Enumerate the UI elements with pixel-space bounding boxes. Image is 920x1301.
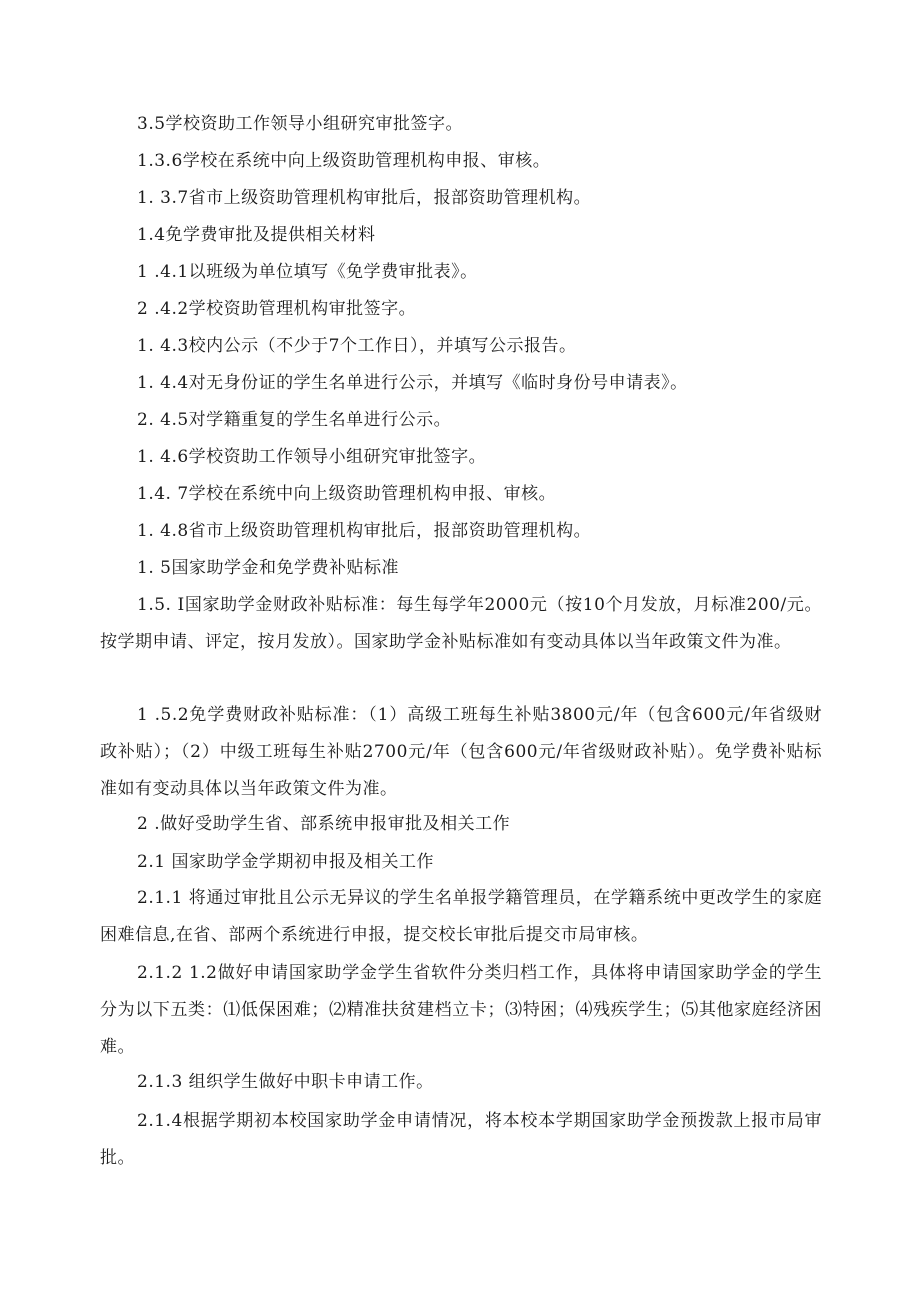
heading-2: 2 .做好受助学生省、部系统申报审批及相关工作	[137, 814, 511, 834]
line-1-4-4: 1. 4.4对无身份证的学生名单进行公示，并填写《临时身份号申请表》。	[137, 373, 688, 393]
line-1-4-2: 2 .4.2学校资助管理机构审批签字。	[137, 299, 417, 319]
line-3-5: 3.5学校资助工作领导小组研究审批签字。	[137, 114, 464, 134]
line-1-4-7: 1.4. 7学校在系统中向上级资助管理机构申报、审核。	[137, 484, 557, 504]
line-1-4-8: 1. 4.8省市上级资助管理机构审批后，报部资助管理机构。	[137, 521, 592, 541]
paragraph-2-1-2: 2.1.2 1.2做好申请国家助学金学生省软件分类归档工作，具体将申请国家助学金的学生分为以下五类：⑴低保困难；⑵精准扶贫建档立卡；⑶特困；⑷残疾学生；⑸其他家庭经济困难。	[100, 963, 822, 1057]
line-1-3-6: 1.3.6学校在系统中向上级资助管理机构申报、审核。	[137, 151, 551, 171]
heading-1-4: 1.4免学费审批及提供相关材料	[137, 225, 376, 245]
paragraph-1-5-2: 1 .5.2免学费财政补贴标准：（1）高级工班每生补贴3800元/年（包含600元/年省级财政补贴）；（2）中级工班每生补贴2700元/年（包含600元/年省级财政补贴）。免学费补贴标准如有变动具体以当年政策文件为准。	[100, 705, 822, 799]
paragraph-2-1-4: 2.1.4根据学期初本校国家助学金申请情况，将本校本学期国家助学金预拨款上报市局审批。	[100, 1111, 822, 1168]
line-2-1-3: 2.1.3 组织学生做好中职卡申请工作。	[137, 1072, 434, 1092]
line-1-4-5: 2. 4.5对学籍重复的学生名单进行公示。	[137, 410, 452, 430]
heading-1-5: 1. 5国家助学金和免学费补贴标准	[137, 558, 399, 578]
line-1-4-6: 1. 4.6学校资助工作领导小组研究审批签字。	[137, 447, 487, 467]
line-1-4-3: 1. 4.3校内公示（不少于7个工作日），并填写公示报告。	[137, 336, 577, 356]
paragraph-1-5-1: 1.5. I国家助学金财政补贴标准：每生每学年2000元（按10个月发放，月标准200/元。按学期申请、评定，按月发放）。国家助学金补贴标准如有变动具体以当年政策文件为准。	[100, 595, 822, 652]
line-1-4-1: 1 .4.1以班级为单位填写《免学费审批表》。	[137, 262, 478, 282]
line-1-3-7: 1. 3.7省市上级资助管理机构审批后，报部资助管理机构。	[137, 188, 592, 208]
paragraph-2-1-1: 2.1.1 将通过审批且公示无异议的学生名单报学籍管理员，在学籍系统中更改学生的家庭困难信息,在省、部两个系统进行申报，提交校长审批后提交市局审核。	[100, 888, 822, 945]
heading-2-1: 2.1 国家助学金学期初申报及相关工作	[137, 852, 434, 872]
